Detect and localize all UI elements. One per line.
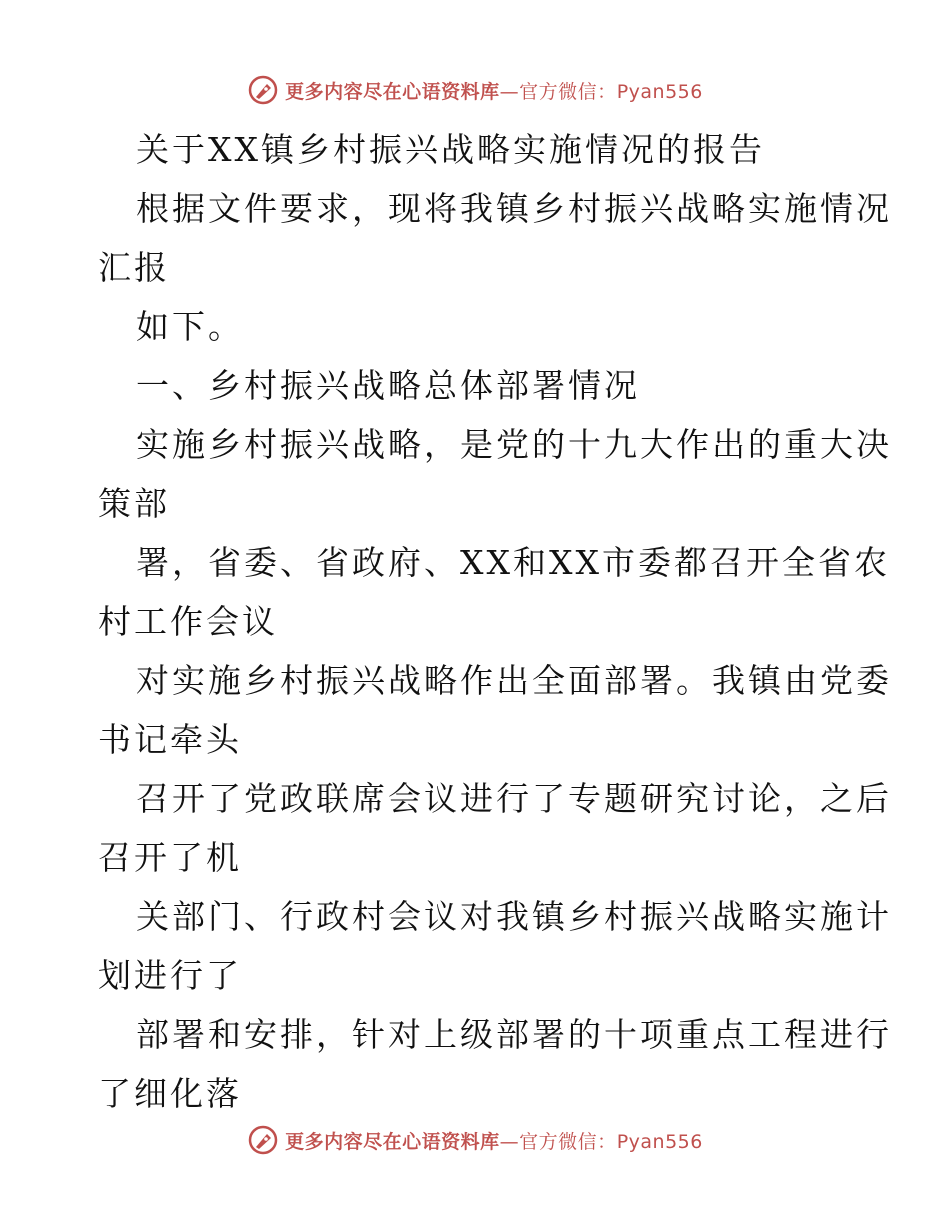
text-line: 了细化落: [98, 1074, 242, 1113]
text-line: 根据文件要求，现将我镇乡村振兴战略实施情况: [136, 189, 892, 228]
text-line: 关部门、行政村会议对我镇乡村振兴战略实施计: [136, 897, 892, 936]
watermark-text: 更多内容尽在心语资料库—官方微信：Pyan556: [285, 1130, 703, 1153]
text-line: 召开了机: [98, 838, 242, 877]
document-body: [98, 120, 892, 1123]
watermark-footer: [0, 1122, 950, 1158]
text-line: 策部: [98, 484, 170, 523]
text-line: 村工作会议: [98, 602, 278, 641]
text-line: 召开了党政联席会议进行了专题研究讨论，之后: [136, 779, 892, 818]
text-line: 汇报: [98, 248, 170, 287]
text-line: 书记牵头: [98, 720, 242, 759]
text-line: 署，省委、省政府、XX和XX市委都召开全省农: [136, 543, 890, 582]
text-line: 部署和安排，针对上级部署的十项重点工程进行: [136, 1015, 892, 1054]
text-line: 对实施乡村振兴战略作出全面部署。我镇由党委: [136, 661, 892, 700]
text-line: 如下。: [136, 307, 244, 346]
pen-nib-logo-icon: [247, 1124, 279, 1156]
watermark-text: 更多内容尽在心语资料库—官方微信：Pyan556: [285, 80, 703, 103]
text-line: 一、乡村振兴战略总体部署情况: [136, 366, 640, 405]
watermark-header: [0, 72, 950, 108]
pen-nib-logo-icon: [247, 74, 279, 106]
text-line: 实施乡村振兴战略，是党的十九大作出的重大决: [136, 425, 892, 464]
text-line: 关于XX镇乡村振兴战略实施情况的报告: [136, 130, 765, 169]
text-line: 划进行了: [98, 956, 242, 995]
